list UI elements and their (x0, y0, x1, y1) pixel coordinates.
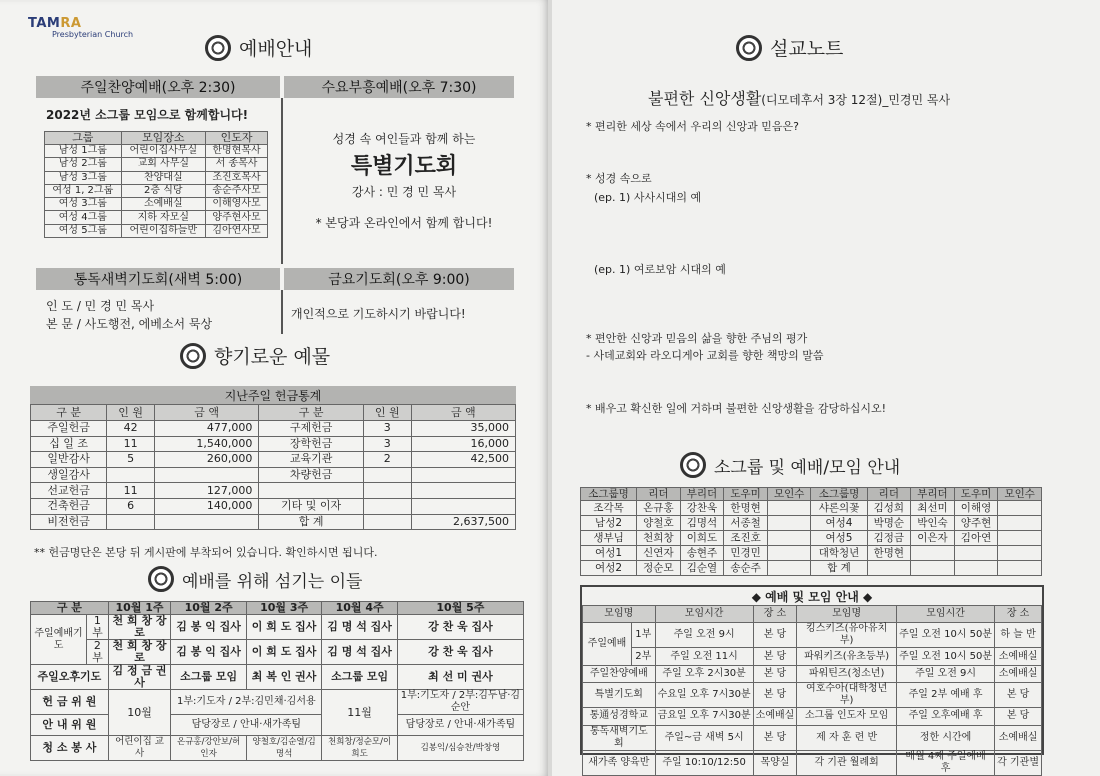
right-page (552, 0, 1100, 776)
table-cell: 양철호 (637, 516, 681, 531)
table-cell: 십 일 조 (31, 436, 107, 452)
table-header: 모임시간 (655, 606, 753, 623)
friday-prayer-bar: 금요기도회(오후 9:00) (284, 268, 514, 290)
table-cell: 합 계 (259, 514, 364, 530)
table-cell: 선교헌금 (31, 483, 107, 499)
table-cell: 2 (363, 452, 411, 468)
column-divider (281, 98, 283, 264)
table-cell: 127,000 (155, 483, 259, 499)
table-cell: 본 당 (753, 683, 797, 708)
cleaning-label: 청 소 봉 사 (31, 736, 109, 761)
table-header: 10월 5주 (397, 602, 523, 615)
table-cell: 주일찬양예배 (583, 665, 656, 682)
table-row (45, 198, 268, 211)
church-emblem-icon (205, 35, 231, 61)
part-label: 2부 (87, 640, 109, 665)
table-cell: 박명순 (867, 516, 911, 531)
table-cell: 이희도 (680, 531, 724, 546)
table-cell: 양주현사모 (206, 211, 268, 224)
table-cell: 35,000 (411, 421, 515, 437)
table-header: 부리더 (680, 488, 724, 501)
table-cell: 이은자 (911, 531, 955, 546)
table-cell (411, 498, 515, 514)
table-cell: 여성4 (811, 516, 867, 531)
table-cell (155, 467, 259, 483)
table-cell: 새가족 양육반 (583, 750, 656, 775)
table-cell: 김아연사모 (206, 224, 268, 237)
table-cell (155, 514, 259, 530)
table-row (581, 501, 1042, 516)
table-cell: 본 당 (995, 683, 1042, 708)
dawn-prayer-bar: 통독새벽기도회(새벽 5:00) (36, 268, 280, 290)
afternoon-prayer-label: 주일오후기도 (31, 665, 109, 690)
table-cell (363, 483, 411, 499)
table-cell (107, 514, 155, 530)
wednesday-info (296, 130, 512, 231)
note-line: (ep. 1) 사사시대의 예 (594, 191, 702, 204)
table-cell: 주일 오전 10시 50분 (897, 648, 995, 665)
table-row (31, 514, 516, 530)
server-cell: 천 희 창 장로 (108, 640, 171, 665)
table-cell: 조진호목사 (206, 171, 268, 184)
table-row (583, 725, 1042, 750)
table-header: 금 액 (411, 405, 515, 421)
table-cell: 소예배실 (995, 665, 1042, 682)
table-cell: 통독새벽기도회 (583, 725, 656, 750)
offering-note: ** 헌금명단은 본당 뒤 게시판에 부착되어 있습니다. 확인하시면 됩니다. (34, 546, 378, 559)
table-header: 모임장소 (121, 132, 205, 145)
server-cell: 김 봉 익 집사 (171, 615, 247, 640)
table-cell: 어린이집사무실 (121, 145, 205, 158)
table-cell (767, 531, 811, 546)
table-cell: 1부 (631, 623, 655, 648)
table-cell: 생일감사 (31, 467, 107, 483)
table-cell (363, 514, 411, 530)
table-cell (998, 501, 1042, 516)
table-cell: 각 기관 월례회 (797, 750, 897, 775)
wednesday-service-bar: 수요부흥예배(오후 7:30) (284, 76, 514, 98)
table-cell: 차량헌금 (259, 467, 364, 483)
table-row (45, 145, 268, 158)
schedule-table (582, 605, 1042, 776)
table-cell: 주일 오후 2시30분 (655, 665, 753, 682)
server-cell: 강 찬 욱 집사 (397, 615, 523, 640)
table-cell (998, 516, 1042, 531)
clean-cell: 김봉익/심승찬/박창영 (397, 736, 523, 761)
table-cell (411, 483, 515, 499)
table-cell: 주일 10:10/12:50 (655, 750, 753, 775)
nov-committee: 1부:기도자 / 2부:김두남·김순안 (397, 690, 523, 715)
server-cell: 김 명 석 집사 (322, 640, 398, 665)
table-cell: 파워키즈(유초등부) (797, 648, 897, 665)
table-cell (954, 546, 998, 561)
church-emblem-icon (148, 566, 174, 592)
table-cell: 민경민 (724, 546, 768, 561)
table-cell: 정한 시간에 (897, 725, 995, 750)
church-emblem-icon (736, 35, 762, 61)
wed-subtitle: 성경 속 여인들과 함께 하는 (332, 132, 476, 146)
table-cell: 소예배실 (995, 648, 1042, 665)
table-cell: 한명현 (724, 501, 768, 516)
table-cell: 특별기도회 (583, 683, 656, 708)
table-cell: 김순열 (680, 561, 724, 576)
server-cell: 강 찬 욱 집사 (397, 640, 523, 665)
special-prayer-title: 특별기도회 (350, 154, 458, 179)
church-logo: TAMRA (28, 16, 82, 31)
server-cell: 천 희 창 장로 (108, 615, 171, 640)
table-cell: 이해영사모 (206, 198, 268, 211)
servers-table (30, 601, 524, 761)
table-cell: 김정금 (867, 531, 911, 546)
schedule-title: ◆ 예배 및 모임 안내 ◆ (751, 590, 873, 604)
table-cell: 장학헌금 (259, 436, 364, 452)
table-cell: 송순주 (724, 561, 768, 576)
small-group-leaders-table (580, 487, 1042, 576)
table-row (31, 483, 516, 499)
table-header: 리더 (867, 488, 911, 501)
column-divider (281, 290, 283, 334)
table-cell: 11 (107, 483, 155, 499)
table-row (581, 531, 1042, 546)
table-cell: 각 기관별 (995, 750, 1042, 775)
table-header: 인 원 (363, 405, 411, 421)
nov-usher: 담당장로 / 안내·새가족팀 (397, 715, 523, 736)
table-row (31, 467, 516, 483)
group-heading: 2022년 소그룹 모임으로 함께합니다! (46, 108, 249, 122)
table-cell (363, 467, 411, 483)
server-cell: 소그룹 모임 (322, 665, 398, 690)
table-cell: 김성희 (867, 501, 911, 516)
table-cell: 남성 1그룹 (45, 145, 122, 158)
month-label: 10월 (108, 690, 171, 736)
table-cell (107, 467, 155, 483)
table-cell: 소예배실 (121, 198, 205, 211)
table-cell: 소예배실 (753, 708, 797, 725)
table-cell: 주일 2부 예배 후 (897, 683, 995, 708)
table-header: 소그룹명 (581, 488, 637, 501)
wed-note: * 본당과 온라인에서 함께 합니다! (315, 216, 493, 230)
server-cell: 소그룹 모임 (171, 665, 247, 690)
usher-committee-label: 안 내 위 원 (31, 715, 109, 736)
table-row (583, 708, 1042, 725)
table-cell: 정순모 (637, 561, 681, 576)
note-line: * 성경 속으로 (586, 172, 652, 185)
church-logo-subtitle: Presbyterian Church (52, 30, 134, 39)
table-header: 그룹 (45, 132, 122, 145)
table-cell: 조진호 (724, 531, 768, 546)
table-cell: 주일~금 새벽 5시 (655, 725, 753, 750)
table-header: 금 액 (155, 405, 259, 421)
table-cell (767, 561, 811, 576)
table-cell: 남성 3그룹 (45, 171, 122, 184)
table-cell: 최선미 (911, 501, 955, 516)
table-row (45, 224, 268, 237)
table-cell: 5 (107, 452, 155, 468)
table-header: 장 소 (995, 606, 1042, 623)
clean-cell: 어린이집 교사 (108, 736, 171, 761)
table-cell: 2층 식당 (121, 184, 205, 197)
table-header: 10월 4주 (322, 602, 398, 615)
table-header: 10월 2주 (171, 602, 247, 615)
table-cell: 여성5 (811, 531, 867, 546)
table-cell: 교육기관 (259, 452, 364, 468)
sermon-title: 불편한 신앙생활(디모데후서 3장 12절)_민경민 목사 (648, 89, 951, 108)
table-cell: 어린이집하늘반 (121, 224, 205, 237)
table-cell: 김명석 (680, 516, 724, 531)
table-cell: 본 당 (995, 708, 1042, 725)
table-cell: 주일 오전 9시 (897, 665, 995, 682)
offering-section-title: 향기로운 예물 (180, 342, 330, 369)
table-cell: 온규홍 (637, 501, 681, 516)
table-row (31, 436, 516, 452)
table-header: 모임명 (583, 606, 656, 623)
table-cell: 지하 자모실 (121, 211, 205, 224)
table-cell: 주일 오전 9시 (655, 623, 753, 648)
table-cell: 16,000 (411, 436, 515, 452)
table-cell: 비전헌금 (31, 514, 107, 530)
clean-cell: 온규홍/강안보/허인자 (171, 736, 247, 761)
table-cell: 박인숙 (911, 516, 955, 531)
note-line: (ep. 1) 여로보암 시대의 예 (594, 263, 726, 276)
friday-text: 개인적으로 기도하시기 바랍니다! (291, 307, 466, 321)
offering-committee-label: 헌 금 위 원 (31, 690, 109, 715)
server-cell: 이 희 도 집사 (246, 615, 322, 640)
table-cell: 본 당 (753, 725, 797, 750)
table-cell: 한명현목사 (206, 145, 268, 158)
table-row (31, 498, 516, 514)
clean-cell: 천희창/정순모/이희도 (322, 736, 398, 761)
table-cell: 2부 (631, 648, 655, 665)
table-cell: 일반감사 (31, 452, 107, 468)
table-cell: 이해영 (954, 501, 998, 516)
table-row (583, 623, 1042, 648)
table-cell: 여호수아(대학청년부) (797, 683, 897, 708)
table-cell: 생부님 (581, 531, 637, 546)
table-row (31, 421, 516, 437)
small-group-table (44, 131, 268, 238)
note-line: * 편리한 세상 속에서 우리의 신앙과 믿음은? (586, 120, 799, 133)
table-cell: 주일헌금 (31, 421, 107, 437)
table-cell (954, 561, 998, 576)
table-cell: 본 당 (753, 623, 797, 648)
table-cell: 여성 5그룹 (45, 224, 122, 237)
table-cell: 기타 및 이자 (259, 498, 364, 514)
servers-section-title: 예배를 위해 섬기는 이들 (148, 566, 362, 592)
table-cell: 서 종목사 (206, 158, 268, 171)
sermon-section-title: 설교노트 (736, 34, 843, 61)
table-row (583, 683, 1042, 708)
table-header: 모인수 (998, 488, 1042, 501)
table-cell: 매월 4째 주일예배 후 (897, 750, 995, 775)
table-cell: 42 (107, 421, 155, 437)
table-header: 부리더 (911, 488, 955, 501)
table-cell: 260,000 (155, 452, 259, 468)
table-row (581, 516, 1042, 531)
server-cell: 최 복 인 권사 (246, 665, 322, 690)
table-cell: 통通성경학교 (583, 708, 656, 725)
part-label: 1부 (87, 615, 109, 640)
table-cell: 주일 오후예배 후 (897, 708, 995, 725)
note-line: * 편안한 신앙과 믿음의 삶을 향한 주님의 평가 (586, 332, 808, 345)
table-cell (911, 546, 955, 561)
table-cell: 송현주 (680, 546, 724, 561)
table-cell: 양주현 (954, 516, 998, 531)
table-row (583, 648, 1042, 665)
table-header: 모임시간 (897, 606, 995, 623)
table-cell: 42,500 (411, 452, 515, 468)
table-cell: 구제헌금 (259, 421, 364, 437)
table-cell: 주일 오전 10시 50분 (897, 623, 995, 648)
server-cell: 최 선 미 권사 (397, 665, 523, 690)
table-cell: 2,637,500 (411, 514, 515, 530)
table-header: 소그룹명 (811, 488, 867, 501)
table-cell (259, 483, 364, 499)
table-cell: 금요일 오후 7시30분 (655, 708, 753, 725)
table-cell (363, 498, 411, 514)
offering-table (30, 404, 516, 530)
table-cell: 3 (363, 421, 411, 437)
table-row (583, 665, 1042, 682)
church-emblem-icon (680, 452, 706, 478)
table-cell: 대학청년 (811, 546, 867, 561)
oct-committee: 1부:기도자 / 2부:김민채·김서용 (171, 690, 322, 715)
table-cell: 소그룹 인도자 모임 (797, 708, 897, 725)
table-cell: 하 늘 반 (995, 623, 1042, 648)
table-cell: 소예배실 (995, 725, 1042, 750)
note-line: * 배우고 확신한 일에 거하며 불편한 신앙생활을 감당하십시오! (586, 402, 887, 415)
table-row (45, 171, 268, 184)
table-cell: 477,000 (155, 421, 259, 437)
table-cell: 합 계 (811, 561, 867, 576)
table-cell: 천희창 (637, 531, 681, 546)
table-row (45, 211, 268, 224)
table-cell: 킹스키즈(유아유치부) (797, 623, 897, 648)
table-cell (911, 561, 955, 576)
note-line: - 사데교회와 라오디게아 교회를 향한 책망의 말씀 (586, 349, 824, 362)
offering-bar: 지난주일 헌금통계 (30, 386, 516, 404)
table-row (45, 158, 268, 171)
dawn-text: 본 문 / 사도행전, 에베소서 묵상 (46, 317, 213, 331)
table-cell: 서종철 (724, 516, 768, 531)
table-cell: 건축헌금 (31, 498, 107, 514)
table-header: 모임명 (797, 606, 897, 623)
table-cell: 여성2 (581, 561, 637, 576)
table-cell (767, 501, 811, 516)
table-header: 10월 3주 (246, 602, 322, 615)
server-cell: 김 명 석 집사 (322, 615, 398, 640)
table-cell: 교회 사무실 (121, 158, 205, 171)
wed-speaker: 강사 : 민 경 민 목사 (351, 185, 457, 199)
table-cell (867, 561, 911, 576)
table-cell: 파워틴즈(청소년) (797, 665, 897, 682)
left-page (0, 0, 548, 776)
table-cell: 여성 4그룹 (45, 211, 122, 224)
table-cell (411, 467, 515, 483)
table-header: 구 분 (31, 405, 107, 421)
table-cell: 찬양대실 (121, 171, 205, 184)
table-cell: 신연자 (637, 546, 681, 561)
table-cell: 1,540,000 (155, 436, 259, 452)
sunday-prayer-label: 주일예배기도 (31, 615, 87, 665)
table-header: 도우미 (954, 488, 998, 501)
table-cell: 140,000 (155, 498, 259, 514)
table-cell (998, 561, 1042, 576)
table-header: 구 분 (259, 405, 364, 421)
table-cell: 여성 1, 2그룹 (45, 184, 122, 197)
sunday-service-bar: 주일찬양예배(오후 2:30) (36, 76, 280, 98)
table-cell: 여성1 (581, 546, 637, 561)
table-cell: 수요일 오후 7시30분 (655, 683, 753, 708)
table-row (581, 561, 1042, 576)
table-cell (998, 531, 1042, 546)
table-row (31, 452, 516, 468)
table-cell: 샤론의꽃 (811, 501, 867, 516)
table-cell: 한명현 (867, 546, 911, 561)
table-header: 구 분 (31, 602, 109, 615)
table-cell: 강찬욱 (680, 501, 724, 516)
table-header: 10월 1주 (108, 602, 171, 615)
table-cell (767, 546, 811, 561)
table-cell: 조각목 (581, 501, 637, 516)
table-cell: 3 (363, 436, 411, 452)
table-row (45, 184, 268, 197)
group-section-title: 소그룹 및 예배/모임 안내 (680, 452, 900, 478)
table-cell: 주일 오전 11시 (655, 648, 753, 665)
table-cell: 남성 2그룹 (45, 158, 122, 171)
table-cell: 남성2 (581, 516, 637, 531)
table-header: 도우미 (724, 488, 768, 501)
table-cell: 11 (107, 436, 155, 452)
server-cell: 김 정 금 권사 (108, 665, 171, 690)
table-cell: 주일예배 (583, 623, 632, 665)
table-row (583, 750, 1042, 775)
table-cell (998, 546, 1042, 561)
worship-section-title: 예배안내 (205, 34, 312, 61)
table-header: 인도자 (206, 132, 268, 145)
table-header: 리더 (637, 488, 681, 501)
server-cell: 김 봉 익 집사 (171, 640, 247, 665)
table-cell (767, 516, 811, 531)
table-cell: 본 당 (753, 665, 797, 682)
table-cell: 송순주사모 (206, 184, 268, 197)
dawn-leader: 인 도 / 민 경 민 목사 (46, 299, 155, 313)
table-row (581, 546, 1042, 561)
table-header: 모인수 (767, 488, 811, 501)
month-label: 11월 (322, 690, 398, 736)
oct-usher: 담당장로 / 안내·새가족팀 (171, 715, 322, 736)
church-emblem-icon (180, 343, 206, 369)
table-cell: 김아연 (954, 531, 998, 546)
table-cell: 제 자 훈 련 반 (797, 725, 897, 750)
table-cell: 목양실 (753, 750, 797, 775)
table-cell: 6 (107, 498, 155, 514)
clean-cell: 양철호/김순열/김명석 (246, 736, 322, 761)
table-header: 인 원 (107, 405, 155, 421)
table-header: 장 소 (753, 606, 797, 623)
table-cell: 본 당 (753, 648, 797, 665)
server-cell: 이 희 도 집사 (246, 640, 322, 665)
table-cell: 여성 3그룹 (45, 198, 122, 211)
